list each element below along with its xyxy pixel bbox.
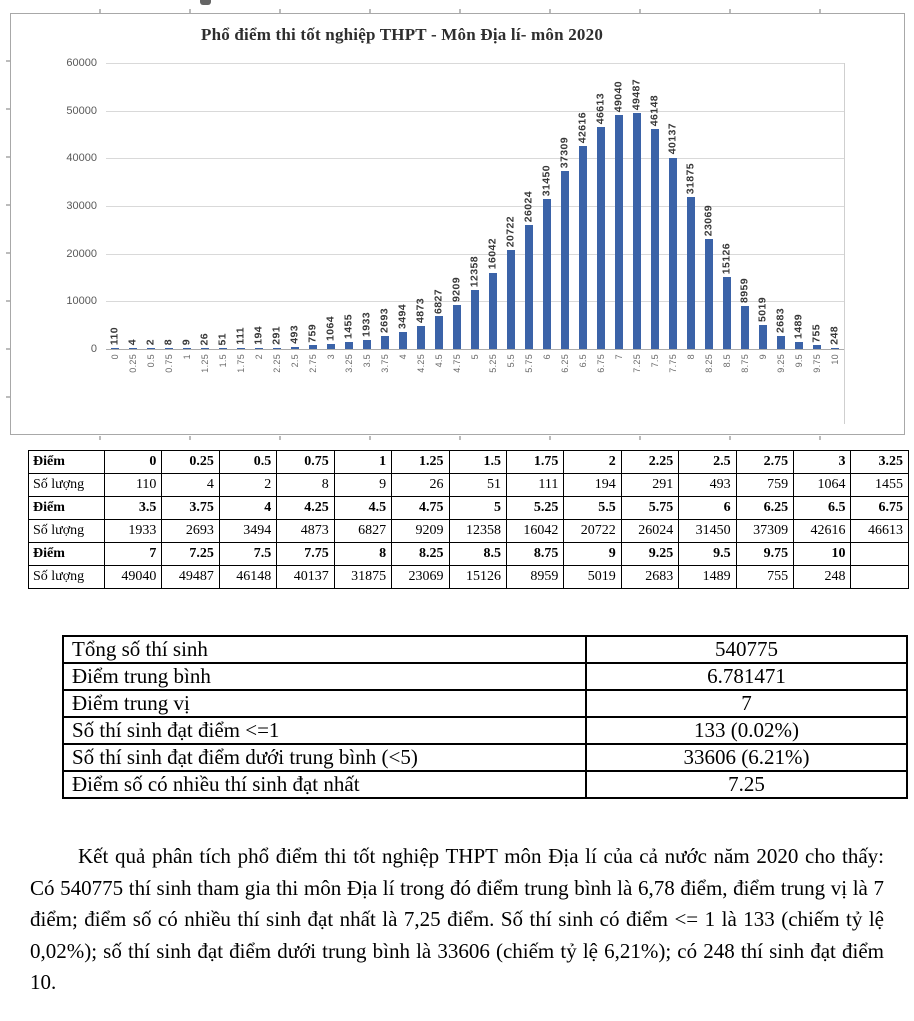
bar-value-label: 46613 xyxy=(594,92,607,124)
table-cell: 49040 xyxy=(105,566,162,589)
x-axis-tick-label: 8.25 xyxy=(704,354,714,373)
x-axis-tick-label: 5 xyxy=(470,354,480,360)
bar-value-label: 46148 xyxy=(648,94,661,127)
x-axis-tick-label: 2.5 xyxy=(290,354,300,368)
table-cell: 26024 xyxy=(621,520,678,543)
table-cell: 3.5 xyxy=(105,497,162,520)
table-cell: 4 xyxy=(162,474,219,497)
analysis-paragraph: Kết quả phân tích phổ điểm thi tốt nghiệp THPT môn Địa lí của cả nước năm 2020 cho thấy: Có 540775 thí sinh tham gia thi môn Địa lí trong đó điểm trung bình là 6,78 điểm, điểm trung vị là 7 điểm; điểm số có nhiều thí sinh đạt nhất là 7,25 điểm. Số thí sinh có điểm <= 1 là 133 (chiếm tỷ lệ 0,02%); số thí sinh đạt điểm dưới trung bình là 33606 (chiếm tỷ lệ 6,21%); có 248 thí sinh đạt điểm 10. xyxy=(30,844,884,994)
row-label-cell: Số lượng xyxy=(29,566,105,589)
table-row xyxy=(63,771,907,798)
frequency-table xyxy=(28,450,909,589)
x-axis-tick-label: 9.5 xyxy=(794,354,804,368)
y-axis-tick-label: 60000 xyxy=(66,57,97,69)
table-cell: 3.25 xyxy=(851,451,909,474)
x-axis-tick-label: 6.25 xyxy=(560,354,570,373)
table-cell: 0 xyxy=(105,451,162,474)
bar-value-label: 1933 xyxy=(360,311,373,337)
table-cell: 4.75 xyxy=(392,497,449,520)
table-cell: 23069 xyxy=(392,566,449,589)
x-axis-tick-label: 2 xyxy=(254,354,264,360)
bar-8 xyxy=(687,197,695,349)
table-cell: 7.75 xyxy=(277,543,334,566)
bar-value-label: 1455 xyxy=(342,314,355,340)
gridline xyxy=(106,111,844,112)
x-axis-tick-label: 10 xyxy=(830,354,840,365)
summary-value-cell: 540775 xyxy=(586,636,907,663)
summary-label-cell: Điểm số có nhiều thí sinh đạt nhất xyxy=(63,771,586,798)
bar-1.25 xyxy=(201,348,209,349)
table-cell: 2683 xyxy=(621,566,678,589)
table-cell: 6.5 xyxy=(794,497,851,520)
row-label-cell: Số lượng xyxy=(29,520,105,543)
table-row xyxy=(63,717,907,744)
table-cell: 49487 xyxy=(162,566,219,589)
bar-4.5 xyxy=(435,316,443,349)
x-axis-tick-label: 3.25 xyxy=(344,354,354,373)
table-cell: 3 xyxy=(794,451,851,474)
table-cell: 493 xyxy=(679,474,736,497)
y-axis-tick-label: 20000 xyxy=(66,247,97,260)
x-axis-tick-label: 7.25 xyxy=(632,354,642,373)
bar-value-label: 1489 xyxy=(792,313,805,339)
x-axis-tick-label: 3.5 xyxy=(362,354,372,368)
x-axis-tick-label: 9 xyxy=(758,354,768,360)
bar-4.75 xyxy=(453,305,461,349)
table-cell: 4873 xyxy=(277,520,334,543)
table-cell: 2.25 xyxy=(621,451,678,474)
summary-value-cell: 33606 (6.21%) xyxy=(586,744,907,771)
table-cell: 248 xyxy=(794,566,851,589)
x-axis-tick-label: 8 xyxy=(686,354,696,360)
table-cell: 10 xyxy=(794,543,851,566)
table-row xyxy=(29,543,909,566)
row-label-cell: Điểm xyxy=(29,543,105,566)
bar-value-label: 42616 xyxy=(576,111,589,143)
table-cell: 7.5 xyxy=(219,543,276,566)
x-axis-tick-label: 0.75 xyxy=(164,354,174,373)
bar-7.5 xyxy=(651,129,659,349)
x-axis-tick-label: 6.5 xyxy=(578,354,588,368)
table-cell: 755 xyxy=(736,566,793,589)
gridline xyxy=(106,349,844,350)
table-cell: 26 xyxy=(392,474,449,497)
bar-8.5 xyxy=(723,277,731,349)
plot-area xyxy=(106,63,844,373)
table-cell: 291 xyxy=(621,474,678,497)
bar-value-label: 248 xyxy=(828,326,841,345)
x-axis-tick-label: 0.5 xyxy=(146,354,156,368)
bar-7.75 xyxy=(669,158,677,349)
table-cell: 5.75 xyxy=(621,497,678,520)
gridline xyxy=(106,254,844,255)
table-cell: 0.5 xyxy=(219,451,276,474)
table-cell: 194 xyxy=(564,474,621,497)
frame-tick-marks-bottom xyxy=(11,436,904,440)
table-cell: 0.25 xyxy=(162,451,219,474)
x-axis-tick-label: 9.75 xyxy=(812,354,822,373)
bar-value-label: 20722 xyxy=(504,216,517,248)
bar-6 xyxy=(543,199,551,349)
table-cell: 15126 xyxy=(449,566,506,589)
summary-value-cell: 7.25 xyxy=(586,771,907,798)
bar-value-label: 2693 xyxy=(378,308,391,334)
x-axis-tick-label: 4 xyxy=(398,354,408,360)
bar-value-label: 291 xyxy=(270,325,283,345)
x-axis-tick-label: 4.75 xyxy=(452,354,462,373)
table-cell xyxy=(851,543,909,566)
summary-table xyxy=(62,635,908,799)
bar-2 xyxy=(255,348,263,349)
bar-value-label: 9 xyxy=(180,338,193,345)
table-cell: 3494 xyxy=(219,520,276,543)
summary-value-cell: 7 xyxy=(586,690,907,717)
x-axis-tick-label: 1.5 xyxy=(218,354,228,368)
bar-0 xyxy=(111,348,119,349)
bar-7.25 xyxy=(633,113,641,349)
x-axis-tick-label: 1 xyxy=(182,354,192,360)
table-cell: 6.75 xyxy=(851,497,909,520)
x-axis-tick-label: 5.25 xyxy=(488,354,498,373)
table-cell: 1.5 xyxy=(449,451,506,474)
x-axis-tick-label: 0 xyxy=(110,354,120,360)
table-cell: 40137 xyxy=(277,566,334,589)
table-cell: 8 xyxy=(334,543,391,566)
table-cell: 9.25 xyxy=(621,543,678,566)
x-axis-tick-label: 2.25 xyxy=(272,354,282,373)
table-cell: 0.75 xyxy=(277,451,334,474)
bar-1.5 xyxy=(219,348,227,349)
table-cell: 2 xyxy=(564,451,621,474)
bar-8.25 xyxy=(705,239,713,349)
bar-1.75 xyxy=(237,348,245,349)
bar-0.75 xyxy=(165,348,173,349)
x-axis-tick-label: 7.5 xyxy=(650,354,660,368)
table-cell: 9.75 xyxy=(736,543,793,566)
y-axis-tick-label: 30000 xyxy=(66,200,97,212)
bar-5.75 xyxy=(525,225,533,349)
table-cell: 8.75 xyxy=(506,543,563,566)
bar-1 xyxy=(183,348,191,349)
x-axis-tick-label: 6.75 xyxy=(596,354,606,373)
y-axis-tick-label: 50000 xyxy=(66,104,97,117)
bar-4.25 xyxy=(417,326,425,349)
table-cell: 5 xyxy=(449,497,506,520)
table-cell: 4.25 xyxy=(277,497,334,520)
bar-value-label: 111 xyxy=(234,327,247,345)
x-axis-tick-label: 5.5 xyxy=(506,354,516,368)
table-row xyxy=(29,566,909,589)
bar-value-label: 31450 xyxy=(540,164,553,197)
x-axis-tick-label: 6 xyxy=(542,354,552,360)
table-cell: 5.25 xyxy=(506,497,563,520)
table-cell: 1 xyxy=(334,451,391,474)
bar-9.25 xyxy=(777,336,785,349)
bar-2.25 xyxy=(273,348,281,349)
bar-value-label: 4873 xyxy=(414,297,427,323)
table-cell: 1064 xyxy=(794,474,851,497)
bar-10 xyxy=(831,348,839,349)
bar-value-label: 5019 xyxy=(756,297,769,323)
bar-value-label: 23069 xyxy=(702,204,715,237)
table-cell: 46613 xyxy=(851,520,909,543)
table-row xyxy=(63,744,907,771)
bar-value-label: 194 xyxy=(252,326,265,345)
table-cell: 20722 xyxy=(564,520,621,543)
cropped-text-artifact xyxy=(200,0,211,5)
table-cell xyxy=(851,566,909,589)
frame-tick-marks-left xyxy=(6,14,10,434)
x-axis-tick-label: 8.75 xyxy=(740,354,750,373)
bar-0.25 xyxy=(129,348,137,349)
bar-2.5 xyxy=(291,347,299,349)
table-cell: 111 xyxy=(506,474,563,497)
table-cell: 6.25 xyxy=(736,497,793,520)
row-label-cell: Điểm xyxy=(29,497,105,520)
chart-title: Phổ điểm thi tốt nghiệp THPT - Môn Địa lí- môn 2020 xyxy=(201,25,604,44)
table-cell: 1933 xyxy=(105,520,162,543)
table-cell: 46148 xyxy=(219,566,276,589)
table-cell: 9 xyxy=(564,543,621,566)
table-cell: 7 xyxy=(105,543,162,566)
bar-value-label: 755 xyxy=(810,323,823,343)
table-cell: 9209 xyxy=(392,520,449,543)
x-axis-tick-label: 8.5 xyxy=(722,354,732,368)
bar-9.5 xyxy=(795,342,803,349)
bar-value-label: 26024 xyxy=(522,190,535,222)
summary-label-cell: Số thí sinh đạt điểm <=1 xyxy=(63,717,586,744)
summary-label-cell: Điểm trung vị xyxy=(63,690,586,717)
table-cell: 9.5 xyxy=(679,543,736,566)
table-cell: 8.5 xyxy=(449,543,506,566)
bar-3.75 xyxy=(381,336,389,349)
x-axis-tick-label: 4.5 xyxy=(434,354,444,368)
bar-value-label: 49487 xyxy=(630,78,643,111)
summary-value-cell: 6.781471 xyxy=(586,663,907,690)
bar-6.5 xyxy=(579,146,587,349)
bar-value-label: 9209 xyxy=(450,277,463,303)
bar-value-label: 49040 xyxy=(612,81,625,113)
bar-value-label: 8959 xyxy=(738,278,751,304)
bar-value-label: 110 xyxy=(108,326,121,345)
table-cell: 2693 xyxy=(162,520,219,543)
table-cell: 42616 xyxy=(794,520,851,543)
table-cell: 5019 xyxy=(564,566,621,589)
y-axis-tick-label: 40000 xyxy=(66,152,97,165)
table-cell: 8.25 xyxy=(392,543,449,566)
summary-label-cell: Số thí sinh đạt điểm dưới trung bình (<5) xyxy=(63,744,586,771)
bar-6.75 xyxy=(597,127,605,349)
table-cell: 51 xyxy=(449,474,506,497)
table-cell: 2.75 xyxy=(736,451,793,474)
bar-5 xyxy=(471,290,479,349)
bar-value-label: 12358 xyxy=(468,255,481,288)
x-axis-tick-label: 0.25 xyxy=(128,354,138,373)
x-axis-tick-label: 3 xyxy=(326,354,336,360)
table-cell: 1489 xyxy=(679,566,736,589)
bar-value-label: 37309 xyxy=(558,136,571,169)
table-cell: 1.25 xyxy=(392,451,449,474)
bar-7 xyxy=(615,115,623,349)
table-cell: 2 xyxy=(219,474,276,497)
summary-value-cell: 133 (0.02%) xyxy=(586,717,907,744)
frame-tick-marks-top xyxy=(11,9,904,13)
table-cell: 9 xyxy=(334,474,391,497)
bar-4 xyxy=(399,332,407,349)
bar-6.25 xyxy=(561,171,569,349)
bar-value-label: 759 xyxy=(306,323,319,343)
bar-value-label: 8 xyxy=(162,338,175,345)
table-cell: 12358 xyxy=(449,520,506,543)
bar-9.75 xyxy=(813,345,821,349)
bar-9 xyxy=(759,325,767,349)
x-axis-tick-label: 7 xyxy=(614,354,624,360)
table-cell: 6827 xyxy=(334,520,391,543)
bar-3.5 xyxy=(363,340,371,349)
table-cell: 759 xyxy=(736,474,793,497)
x-axis-tick-label: 2.75 xyxy=(308,354,318,373)
table-row xyxy=(29,451,909,474)
bar-3 xyxy=(327,344,335,349)
table-cell: 2.5 xyxy=(679,451,736,474)
x-axis-tick-label: 4.25 xyxy=(416,354,426,373)
gridline xyxy=(106,206,844,207)
row-label-cell: Số lượng xyxy=(29,474,105,497)
summary-label-cell: Tổng số thí sinh xyxy=(63,636,586,663)
bar-value-label: 2 xyxy=(144,338,157,345)
x-axis-tick-label: 1.75 xyxy=(236,354,246,373)
bar-value-label: 2683 xyxy=(774,308,787,334)
bar-value-label: 31875 xyxy=(684,162,697,195)
bar-8.75 xyxy=(741,306,749,349)
x-axis-tick-label: 9.25 xyxy=(776,354,786,373)
bar-value-label: 40137 xyxy=(666,123,679,155)
bar-2.75 xyxy=(309,345,317,349)
bar-value-label: 15126 xyxy=(720,242,733,274)
score-distribution-chart xyxy=(10,13,905,435)
x-axis-tick-label: 7.75 xyxy=(668,354,678,373)
bar-value-label: 51 xyxy=(216,332,229,345)
table-cell: 16042 xyxy=(506,520,563,543)
summary-label-cell: Điểm trung bình xyxy=(63,663,586,690)
bar-5.5 xyxy=(507,250,515,349)
table-cell: 8 xyxy=(277,474,334,497)
bar-value-label: 6827 xyxy=(432,288,445,314)
bar-value-label: 4 xyxy=(126,338,139,345)
bar-0.5 xyxy=(147,348,155,349)
table-cell: 8959 xyxy=(506,566,563,589)
table-cell: 4 xyxy=(219,497,276,520)
table-cell: 1.75 xyxy=(506,451,563,474)
table-cell: 31875 xyxy=(334,566,391,589)
table-cell: 5.5 xyxy=(564,497,621,520)
gridline xyxy=(106,63,844,64)
table-cell: 110 xyxy=(105,474,162,497)
gridline xyxy=(106,158,844,159)
table-cell: 37309 xyxy=(736,520,793,543)
table-row xyxy=(63,636,907,663)
bar-value-label: 493 xyxy=(288,324,301,344)
plot-right-border xyxy=(844,63,845,424)
table-cell: 31450 xyxy=(679,520,736,543)
bar-value-label: 3494 xyxy=(396,304,409,330)
table-cell: 6 xyxy=(679,497,736,520)
table-row xyxy=(29,474,909,497)
bar-3.25 xyxy=(345,342,353,349)
table-cell: 3.75 xyxy=(162,497,219,520)
y-axis-tick-label: 0 xyxy=(90,343,97,355)
bar-value-label: 26 xyxy=(198,332,211,345)
table-row xyxy=(63,690,907,717)
bar-value-label: 16042 xyxy=(486,238,499,270)
row-label-cell: Điểm xyxy=(29,451,105,474)
table-cell: 4.5 xyxy=(334,497,391,520)
x-axis-tick-label: 5.75 xyxy=(524,354,534,373)
table-row xyxy=(63,663,907,690)
bar-value-label: 1064 xyxy=(324,315,337,341)
table-row xyxy=(29,520,909,543)
y-axis-tick-label: 10000 xyxy=(66,295,97,308)
x-axis-tick-label: 3.75 xyxy=(380,354,390,373)
table-cell: 1455 xyxy=(851,474,909,497)
x-axis-tick-label: 1.25 xyxy=(200,354,210,373)
table-cell: 7.25 xyxy=(162,543,219,566)
bar-5.25 xyxy=(489,273,497,349)
table-row xyxy=(29,497,909,520)
